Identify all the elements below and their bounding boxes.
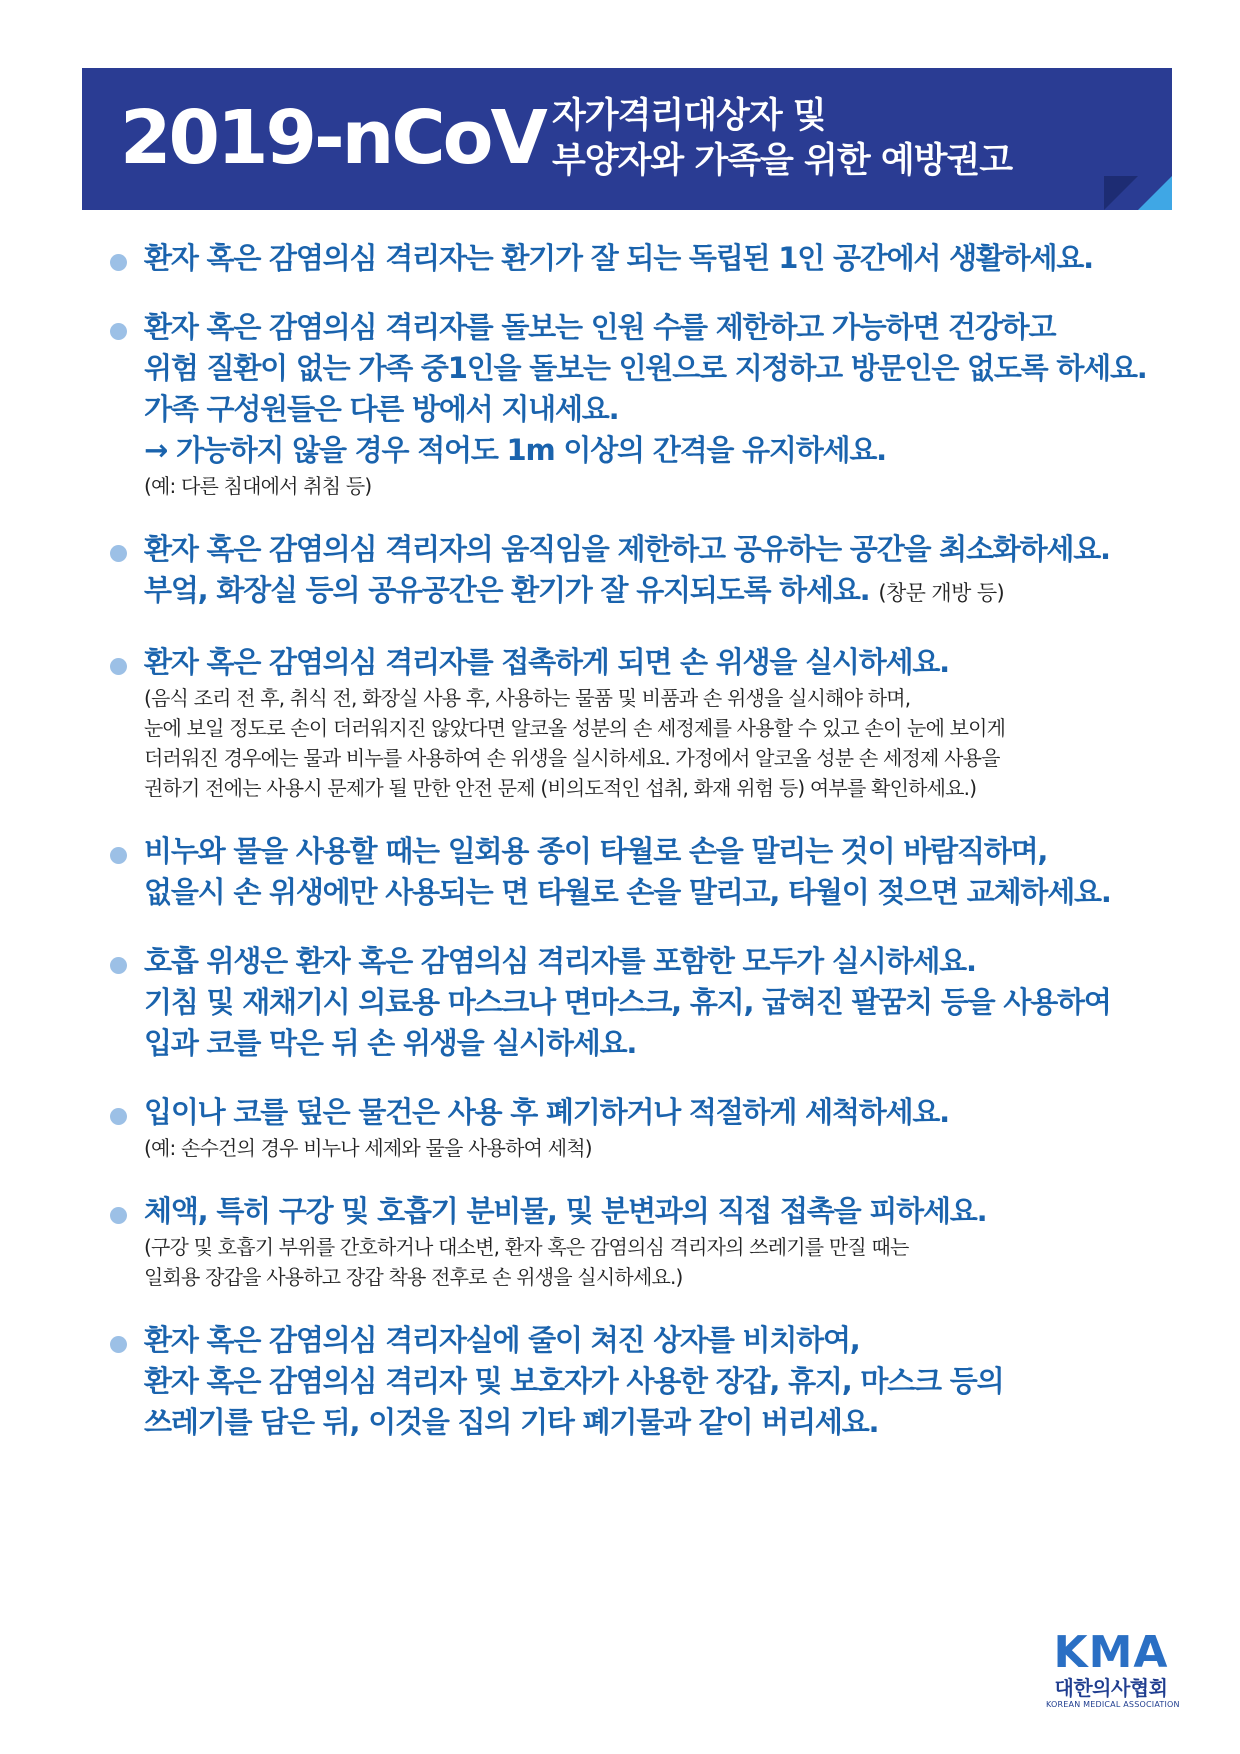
bullet-icon — [110, 545, 127, 562]
list-item — [110, 941, 1190, 1064]
header-code: 2019-nCoV — [120, 95, 545, 181]
item-line: 입이나 코를 덮은 물건은 사용 후 폐기하거나 적절하게 세척하세요. — [144, 1095, 949, 1129]
kma-logo-english: KOREAN MEDICAL ASSOCIATION — [1046, 1700, 1180, 1709]
bullet-icon — [110, 1336, 127, 1353]
corner-fold — [1138, 176, 1172, 210]
kma-logo — [1046, 1627, 1180, 1710]
list-item — [110, 529, 1190, 614]
item-note: (음식 조리 전 후, 취식 전, 화장실 사용 후, 사용하는 물품 및 비품과 손 위생을 실시해야 하며, — [144, 686, 911, 710]
item-line: → 가능하지 않을 경우 적어도 1m 이상의 간격을 유지하세요. — [144, 433, 886, 467]
item-line: 환자 혹은 감염의심 격리자는 환기가 잘 되는 독립된 1인 공간에서 생활하세요. — [144, 241, 1093, 275]
item-line: 위험 질환이 없는 가족 중1인을 돌보는 인원으로 지정하고 방문인은 없도록 하세요. — [144, 351, 1147, 385]
item-note: (예: 손수건의 경우 비누나 세제와 물을 사용하여 세척) — [144, 1136, 592, 1160]
header-title — [552, 94, 1012, 184]
item-note: 더러워진 경우에는 물과 비누를 사용하여 손 위생을 실시하세요. 가정에서 알코올 성분 손 세정제 사용을 — [144, 746, 1000, 770]
header-title-line-1: 자가격리대상자 및 — [552, 96, 826, 136]
kma-logo-mark: KMA — [1053, 1627, 1169, 1678]
list-item — [110, 831, 1190, 913]
list-item — [110, 307, 1190, 501]
bullet-icon — [110, 658, 127, 675]
recommendation-list — [110, 238, 1190, 1443]
list-item — [110, 1320, 1190, 1443]
item-line: 가족 구성원들은 다른 방에서 지내세요. — [144, 392, 619, 426]
item-line: 호흡 위생은 환자 혹은 감염의심 격리자를 포함한 모두가 실시하세요. — [144, 944, 976, 978]
item-note: (구강 및 호흡기 부위를 간호하거나 대소변, 환자 혹은 감염의심 격리자의 쓰레기를 만질 때는 — [144, 1235, 909, 1259]
bullet-icon — [110, 323, 127, 340]
item-line: 기침 및 재채기시 의료용 마스크나 면마스크, 휴지, 굽혀진 팔꿈치 등을 사용하여 — [144, 985, 1111, 1019]
item-line: 환자 혹은 감염의심 격리자의 움직임을 제한하고 공유하는 공간을 최소화하세요. — [144, 532, 1110, 566]
item-note: 권하기 전에는 사용시 문제가 될 만한 안전 문제 (비의도적인 섭취, 화재 위험 등) 여부를 확인하세요.) — [144, 776, 977, 800]
header-banner — [82, 68, 1172, 210]
item-line: 없을시 손 위생에만 사용되는 면 타월로 손을 말리고, 타월이 젖으면 교체하세요. — [144, 875, 1111, 909]
item-line: 입과 코를 막은 뒤 손 위생을 실시하세요. — [144, 1026, 637, 1060]
header-title-line-2: 부양자와 가족을 위한 예방권고 — [552, 141, 1013, 181]
item-note: (예: 다른 침대에서 취침 등) — [144, 474, 372, 498]
item-line: 환자 혹은 감염의심 격리자 및 보호자가 사용한 장갑, 휴지, 마스크 등의 — [144, 1364, 1004, 1398]
kma-logo-korean: 대한의사협회 — [1054, 1676, 1168, 1700]
bullet-icon — [110, 254, 127, 271]
item-line: 체액, 특히 구강 및 호흡기 분비물, 및 분변과의 직접 접촉을 피하세요. — [144, 1194, 987, 1228]
item-note: 일회용 장갑을 사용하고 장갑 착용 전후로 손 위생을 실시하세요.) — [144, 1265, 683, 1289]
list-item — [110, 1092, 1190, 1163]
item-line-text: 부엌, 화장실 등의 공유공간은 환기가 잘 유지되도록 하세요. — [144, 573, 870, 607]
bullet-icon — [110, 847, 127, 864]
item-line: 환자 혹은 감염의심 격리자를 돌보는 인원 수를 제한하고 가능하면 건강하고 — [144, 310, 1056, 344]
list-item — [110, 642, 1190, 803]
item-note: 눈에 보일 정도로 손이 더러워지진 않았다면 알코올 성분의 손 세정제를 사용할 수 있고 손이 눈에 보이게 — [144, 716, 1006, 740]
bullet-icon — [110, 957, 127, 974]
item-line-with-note — [144, 570, 1190, 614]
bullet-icon — [110, 1108, 127, 1125]
item-inline-note: (창문 개방 등) — [878, 581, 1005, 605]
corner-fold-shade — [1104, 176, 1138, 210]
item-line: 쓰레기를 담은 뒤, 이것을 집의 기타 폐기물과 같이 버리세요. — [144, 1405, 879, 1439]
list-item — [110, 238, 1190, 279]
item-line: 환자 혹은 감염의심 격리자를 접촉하게 되면 손 위생을 실시하세요. — [144, 645, 949, 679]
list-item — [110, 1191, 1190, 1292]
item-line: 비누와 물을 사용할 때는 일회용 종이 타월로 손을 말리는 것이 바람직하며, — [144, 834, 1048, 868]
bullet-icon — [110, 1207, 127, 1224]
item-line: 환자 혹은 감염의심 격리자실에 줄이 쳐진 상자를 비치하여, — [144, 1323, 860, 1357]
